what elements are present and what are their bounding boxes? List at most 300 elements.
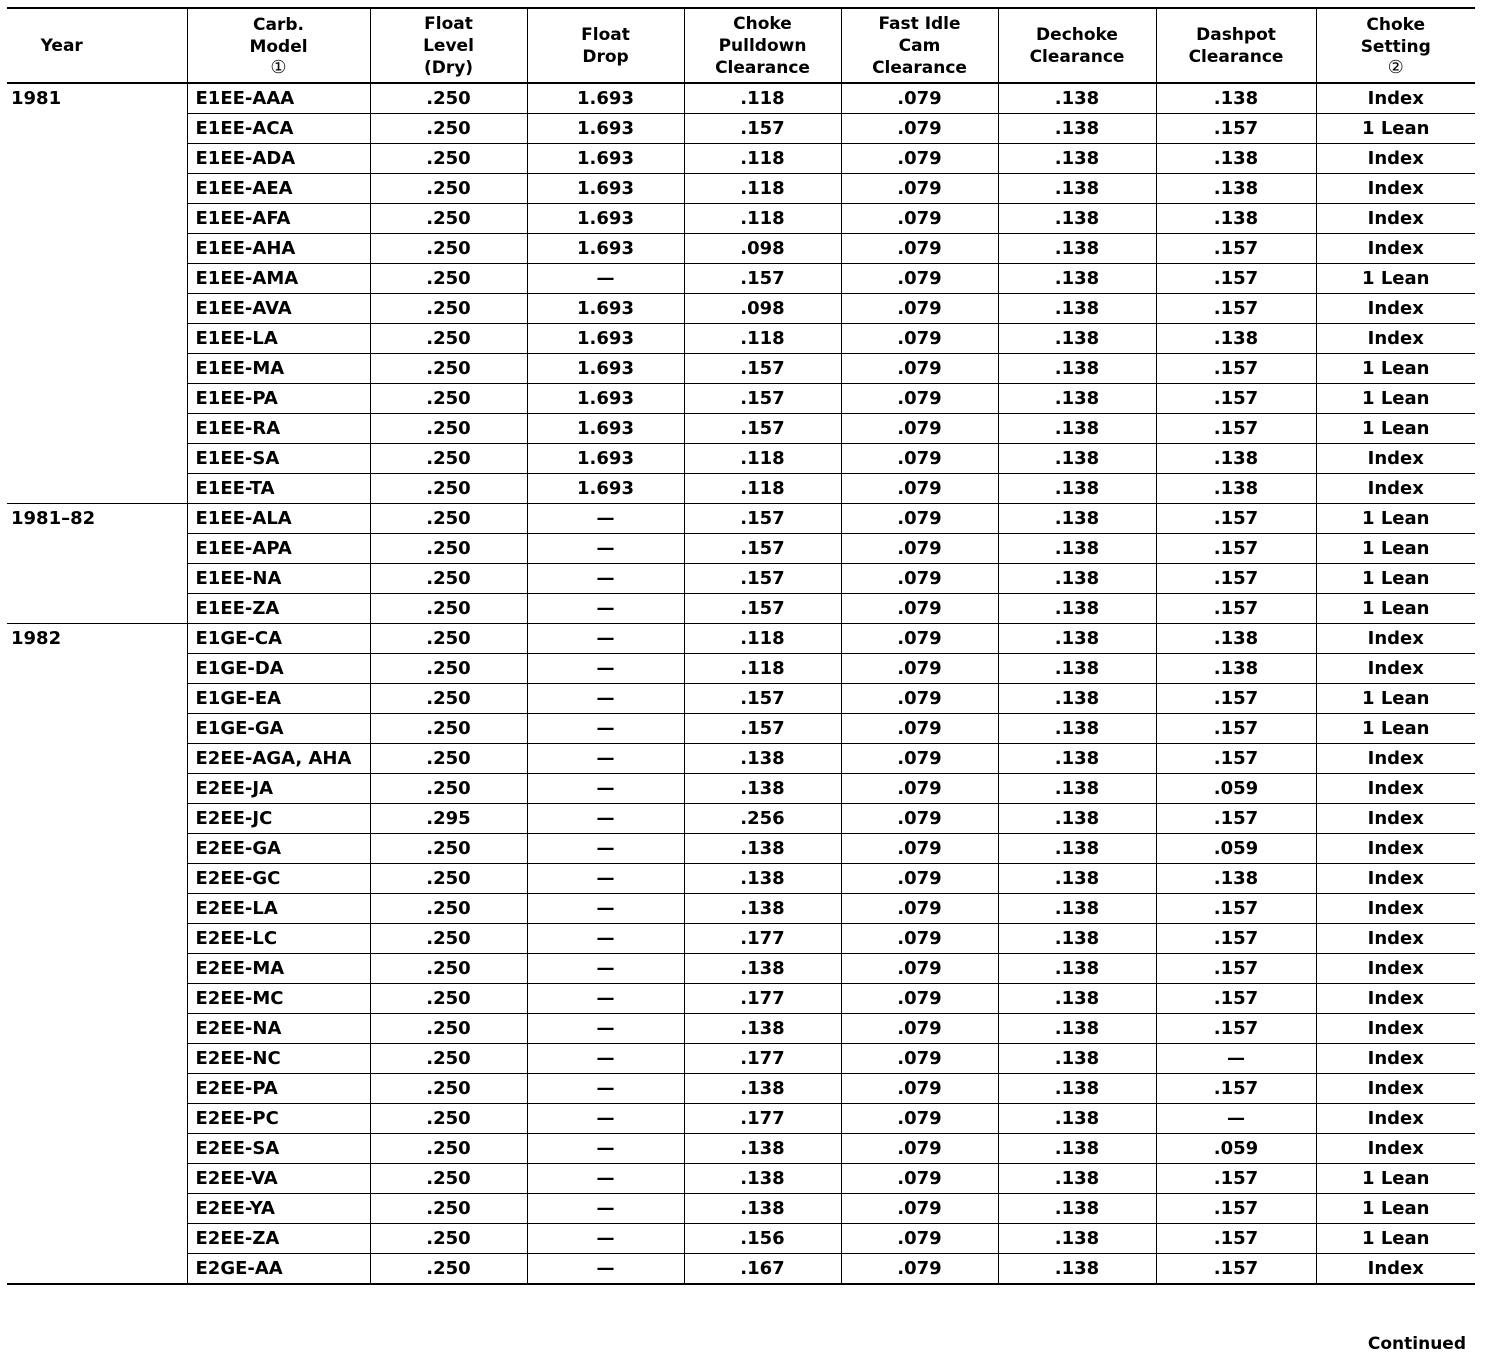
- table-row: [7, 354, 1475, 384]
- fast-idle-cam-cell: .079: [841, 174, 998, 204]
- float-drop-cell: —: [527, 264, 684, 294]
- float-drop-cell: —: [527, 1134, 684, 1164]
- dechoke-cell: .138: [998, 744, 1156, 774]
- fast-idle-cam-cell: .079: [841, 1104, 998, 1134]
- choke-setting-cell: Index: [1316, 804, 1475, 834]
- dechoke-cell: .138: [998, 474, 1156, 504]
- fast-idle-cam-cell: .079: [841, 684, 998, 714]
- dashpot-cell: .157: [1156, 924, 1316, 954]
- carb-model-cell: E1EE-APA: [187, 534, 370, 564]
- choke-pulldown-cell: .157: [684, 354, 841, 384]
- table-row: [7, 204, 1475, 234]
- dechoke-cell: .138: [998, 804, 1156, 834]
- float-drop-cell: —: [527, 864, 684, 894]
- choke-pulldown-cell: .138: [684, 894, 841, 924]
- fast-idle-cam-cell: .079: [841, 924, 998, 954]
- fast-idle-cam-cell: .079: [841, 1074, 998, 1104]
- choke-setting-cell: Index: [1316, 924, 1475, 954]
- carb-model-cell: E1EE-ALA: [187, 504, 370, 534]
- table-row: [7, 894, 1475, 924]
- table-row: [7, 114, 1475, 144]
- year-cell: [7, 684, 187, 714]
- choke-pulldown-cell: .118: [684, 83, 841, 114]
- fast-idle-cam-cell: .079: [841, 1194, 998, 1224]
- choke-setting-cell: 1 Lean: [1316, 564, 1475, 594]
- choke-setting-cell: Index: [1316, 204, 1475, 234]
- year-cell: [7, 1254, 187, 1285]
- table-row: [7, 264, 1475, 294]
- choke-pulldown-cell: .157: [684, 714, 841, 744]
- choke-pulldown-cell: .118: [684, 654, 841, 684]
- choke-setting-cell: 1 Lean: [1316, 534, 1475, 564]
- fast-idle-cam-cell: .079: [841, 864, 998, 894]
- year-cell: [7, 384, 187, 414]
- header-year: Year: [7, 8, 187, 83]
- float-level-cell: .250: [370, 354, 527, 384]
- choke-setting-cell: Index: [1316, 83, 1475, 114]
- carb-model-cell: E2EE-MA: [187, 954, 370, 984]
- dechoke-cell: .138: [998, 594, 1156, 624]
- year-cell: [7, 804, 187, 834]
- dashpot-cell: .157: [1156, 744, 1316, 774]
- float-level-cell: .250: [370, 684, 527, 714]
- dechoke-cell: .138: [998, 654, 1156, 684]
- choke-setting-cell: Index: [1316, 144, 1475, 174]
- year-cell: [7, 354, 187, 384]
- year-cell: [7, 114, 187, 144]
- float-level-cell: .250: [370, 324, 527, 354]
- carb-model-cell: E1EE-AMA: [187, 264, 370, 294]
- float-level-cell: .250: [370, 1164, 527, 1194]
- choke-pulldown-cell: .157: [684, 564, 841, 594]
- year-cell: [7, 294, 187, 324]
- float-level-cell: .250: [370, 984, 527, 1014]
- choke-setting-cell: Index: [1316, 294, 1475, 324]
- carb-model-cell: E1EE-AHA: [187, 234, 370, 264]
- float-level-cell: .250: [370, 414, 527, 444]
- float-level-cell: .250: [370, 1014, 527, 1044]
- dechoke-cell: .138: [998, 864, 1156, 894]
- dechoke-cell: .138: [998, 414, 1156, 444]
- dashpot-cell: .157: [1156, 804, 1316, 834]
- dechoke-cell: .138: [998, 1134, 1156, 1164]
- choke-setting-cell: Index: [1316, 834, 1475, 864]
- choke-pulldown-cell: .157: [684, 534, 841, 564]
- dashpot-cell: —: [1156, 1044, 1316, 1074]
- fast-idle-cam-cell: .079: [841, 114, 998, 144]
- float-level-cell: .250: [370, 1254, 527, 1285]
- dechoke-cell: .138: [998, 1104, 1156, 1134]
- dechoke-cell: .138: [998, 1014, 1156, 1044]
- dashpot-cell: .157: [1156, 504, 1316, 534]
- dechoke-cell: .138: [998, 1254, 1156, 1285]
- table-row: [7, 444, 1475, 474]
- fast-idle-cam-cell: .079: [841, 834, 998, 864]
- carb-model-cell: E2EE-GA: [187, 834, 370, 864]
- year-cell: 1981–82: [7, 504, 187, 534]
- choke-pulldown-cell: .167: [684, 1254, 841, 1285]
- carb-model-cell: E1EE-ADA: [187, 144, 370, 174]
- year-cell: [7, 924, 187, 954]
- choke-pulldown-cell: .157: [684, 264, 841, 294]
- choke-pulldown-cell: .157: [684, 384, 841, 414]
- float-level-cell: .250: [370, 384, 527, 414]
- dechoke-cell: .138: [998, 354, 1156, 384]
- float-drop-cell: 1.693: [527, 234, 684, 264]
- table-row: [7, 384, 1475, 414]
- table-row: [7, 474, 1475, 504]
- fast-idle-cam-cell: .079: [841, 264, 998, 294]
- carb-model-cell: E2EE-PA: [187, 1074, 370, 1104]
- float-level-cell: .250: [370, 1224, 527, 1254]
- dechoke-cell: .138: [998, 324, 1156, 354]
- header-fast-idle-cam: Fast Idle Cam Clearance: [841, 8, 998, 83]
- dashpot-cell: .157: [1156, 354, 1316, 384]
- carb-model-cell: E2EE-AGA, AHA: [187, 744, 370, 774]
- choke-pulldown-cell: .138: [684, 1014, 841, 1044]
- year-cell: [7, 1074, 187, 1104]
- choke-setting-cell: Index: [1316, 174, 1475, 204]
- float-drop-cell: —: [527, 504, 684, 534]
- dashpot-cell: .157: [1156, 114, 1316, 144]
- float-drop-cell: 1.693: [527, 324, 684, 354]
- footnote-2-marker: ②: [1387, 56, 1404, 78]
- float-level-cell: .250: [370, 444, 527, 474]
- float-drop-cell: —: [527, 654, 684, 684]
- carb-model-cell: E1GE-DA: [187, 654, 370, 684]
- float-drop-cell: —: [527, 1194, 684, 1224]
- fast-idle-cam-cell: .079: [841, 894, 998, 924]
- year-cell: [7, 234, 187, 264]
- choke-setting-cell: 1 Lean: [1316, 1164, 1475, 1194]
- header-dechoke-clearance: Dechoke Clearance: [998, 8, 1156, 83]
- table-row: [7, 744, 1475, 774]
- year-cell: [7, 954, 187, 984]
- carb-model-cell: E2EE-JA: [187, 774, 370, 804]
- float-drop-cell: 1.693: [527, 354, 684, 384]
- fast-idle-cam-cell: .079: [841, 714, 998, 744]
- dechoke-cell: .138: [998, 1164, 1156, 1194]
- float-drop-cell: —: [527, 1014, 684, 1044]
- carb-model-cell: E2EE-MC: [187, 984, 370, 1014]
- fast-idle-cam-cell: .079: [841, 954, 998, 984]
- table-row: [7, 1104, 1475, 1134]
- float-level-cell: .250: [370, 714, 527, 744]
- choke-setting-cell: Index: [1316, 744, 1475, 774]
- float-level-cell: .250: [370, 204, 527, 234]
- choke-setting-cell: 1 Lean: [1316, 384, 1475, 414]
- dashpot-cell: .157: [1156, 594, 1316, 624]
- choke-setting-cell: 1 Lean: [1316, 354, 1475, 384]
- dashpot-cell: .157: [1156, 984, 1316, 1014]
- dashpot-cell: .138: [1156, 444, 1316, 474]
- dechoke-cell: .138: [998, 564, 1156, 594]
- choke-pulldown-cell: .098: [684, 294, 841, 324]
- float-drop-cell: 1.693: [527, 114, 684, 144]
- float-level-cell: .250: [370, 1074, 527, 1104]
- choke-setting-cell: 1 Lean: [1316, 264, 1475, 294]
- dechoke-cell: .138: [998, 294, 1156, 324]
- header-choke-setting: Choke Setting ②: [1316, 8, 1475, 83]
- choke-pulldown-cell: .118: [684, 624, 841, 654]
- table-row: [7, 414, 1475, 444]
- year-cell: [7, 984, 187, 1014]
- dashpot-cell: .138: [1156, 654, 1316, 684]
- header-carb-model: Carb. Model ①: [187, 8, 370, 83]
- fast-idle-cam-cell: .079: [841, 324, 998, 354]
- float-level-cell: .250: [370, 83, 527, 114]
- fast-idle-cam-cell: .079: [841, 144, 998, 174]
- year-cell: [7, 1104, 187, 1134]
- year-cell: [7, 774, 187, 804]
- choke-pulldown-cell: .177: [684, 1044, 841, 1074]
- year-cell: [7, 174, 187, 204]
- table-row: [7, 504, 1475, 534]
- fast-idle-cam-cell: .079: [841, 414, 998, 444]
- choke-pulldown-cell: .138: [684, 864, 841, 894]
- dashpot-cell: .059: [1156, 1134, 1316, 1164]
- carb-model-cell: E2EE-NA: [187, 1014, 370, 1044]
- fast-idle-cam-cell: .079: [841, 804, 998, 834]
- dashpot-cell: .157: [1156, 894, 1316, 924]
- float-level-cell: .250: [370, 234, 527, 264]
- year-cell: [7, 1164, 187, 1194]
- choke-setting-cell: Index: [1316, 954, 1475, 984]
- year-cell: [7, 534, 187, 564]
- fast-idle-cam-cell: .079: [841, 504, 998, 534]
- table-row: [7, 804, 1475, 834]
- fast-idle-cam-cell: .079: [841, 354, 998, 384]
- year-cell: [7, 564, 187, 594]
- choke-pulldown-cell: .156: [684, 1224, 841, 1254]
- year-cell: [7, 744, 187, 774]
- choke-pulldown-cell: .118: [684, 144, 841, 174]
- year-cell: [7, 864, 187, 894]
- float-drop-cell: —: [527, 1104, 684, 1134]
- float-drop-cell: —: [527, 894, 684, 924]
- choke-setting-cell: 1 Lean: [1316, 684, 1475, 714]
- dashpot-cell: .157: [1156, 1164, 1316, 1194]
- choke-pulldown-cell: .138: [684, 1164, 841, 1194]
- year-cell: [7, 654, 187, 684]
- year-cell: [7, 834, 187, 864]
- choke-pulldown-cell: .256: [684, 804, 841, 834]
- float-drop-cell: 1.693: [527, 83, 684, 114]
- float-level-cell: .250: [370, 1134, 527, 1164]
- fast-idle-cam-cell: .079: [841, 624, 998, 654]
- carb-model-cell: E1EE-AVA: [187, 294, 370, 324]
- dashpot-cell: .157: [1156, 234, 1316, 264]
- header-float-level: Float Level (Dry): [370, 8, 527, 83]
- carb-model-cell: E1EE-MA: [187, 354, 370, 384]
- table-row: [7, 174, 1475, 204]
- choke-setting-cell: Index: [1316, 1074, 1475, 1104]
- choke-setting-cell: Index: [1316, 1104, 1475, 1134]
- float-level-cell: .250: [370, 954, 527, 984]
- choke-setting-cell: 1 Lean: [1316, 414, 1475, 444]
- fast-idle-cam-cell: .079: [841, 534, 998, 564]
- dechoke-cell: .138: [998, 984, 1156, 1014]
- choke-pulldown-cell: .098: [684, 234, 841, 264]
- carb-model-cell: E1EE-RA: [187, 414, 370, 444]
- dechoke-cell: .138: [998, 384, 1156, 414]
- carb-model-cell: E1GE-EA: [187, 684, 370, 714]
- year-cell: [7, 204, 187, 234]
- dechoke-cell: .138: [998, 504, 1156, 534]
- float-level-cell: .250: [370, 264, 527, 294]
- float-level-cell: .295: [370, 804, 527, 834]
- year-cell: [7, 1194, 187, 1224]
- year-cell: [7, 1014, 187, 1044]
- dashpot-cell: .157: [1156, 294, 1316, 324]
- fast-idle-cam-cell: .079: [841, 384, 998, 414]
- float-level-cell: .250: [370, 144, 527, 174]
- dechoke-cell: .138: [998, 624, 1156, 654]
- table-row: [7, 534, 1475, 564]
- choke-pulldown-cell: .138: [684, 954, 841, 984]
- float-level-cell: .250: [370, 1194, 527, 1224]
- table-row: [7, 1134, 1475, 1164]
- table-body: [7, 83, 1475, 1284]
- choke-setting-cell: 1 Lean: [1316, 1224, 1475, 1254]
- choke-pulldown-cell: .118: [684, 324, 841, 354]
- carb-model-cell: E2EE-ZA: [187, 1224, 370, 1254]
- fast-idle-cam-cell: .079: [841, 984, 998, 1014]
- carb-model-cell: E2EE-SA: [187, 1134, 370, 1164]
- dashpot-cell: —: [1156, 1104, 1316, 1134]
- carb-model-cell: E1EE-NA: [187, 564, 370, 594]
- choke-setting-cell: Index: [1316, 894, 1475, 924]
- dechoke-cell: .138: [998, 114, 1156, 144]
- table-row: [7, 774, 1475, 804]
- float-drop-cell: 1.693: [527, 384, 684, 414]
- table-row: [7, 1254, 1475, 1285]
- year-cell: [7, 414, 187, 444]
- choke-setting-cell: 1 Lean: [1316, 1194, 1475, 1224]
- table-row: [7, 624, 1475, 654]
- float-level-cell: .250: [370, 864, 527, 894]
- table-row: [7, 594, 1475, 624]
- dashpot-cell: .157: [1156, 414, 1316, 444]
- choke-pulldown-cell: .118: [684, 204, 841, 234]
- header-float-drop: Float Drop: [527, 8, 684, 83]
- table-row: [7, 864, 1475, 894]
- carb-model-cell: E1EE-SA: [187, 444, 370, 474]
- choke-setting-cell: 1 Lean: [1316, 504, 1475, 534]
- dechoke-cell: .138: [998, 534, 1156, 564]
- float-drop-cell: —: [527, 564, 684, 594]
- choke-pulldown-cell: .138: [684, 1074, 841, 1104]
- table-row: [7, 1014, 1475, 1044]
- carb-model-cell: E2GE-AA: [187, 1254, 370, 1285]
- year-cell: [7, 1044, 187, 1074]
- dechoke-cell: .138: [998, 83, 1156, 114]
- dechoke-cell: .138: [998, 1194, 1156, 1224]
- year-cell: [7, 264, 187, 294]
- year-cell: [7, 714, 187, 744]
- float-drop-cell: 1.693: [527, 144, 684, 174]
- carb-model-cell: E1EE-ZA: [187, 594, 370, 624]
- dechoke-cell: .138: [998, 1224, 1156, 1254]
- dechoke-cell: .138: [998, 144, 1156, 174]
- float-drop-cell: —: [527, 594, 684, 624]
- fast-idle-cam-cell: .079: [841, 594, 998, 624]
- table-row: [7, 954, 1475, 984]
- float-drop-cell: 1.693: [527, 294, 684, 324]
- fast-idle-cam-cell: .079: [841, 474, 998, 504]
- dechoke-cell: .138: [998, 954, 1156, 984]
- carb-model-cell: E1EE-AEA: [187, 174, 370, 204]
- table-row: [7, 564, 1475, 594]
- table-row: [7, 144, 1475, 174]
- float-drop-cell: —: [527, 804, 684, 834]
- float-drop-cell: 1.693: [527, 204, 684, 234]
- choke-setting-cell: Index: [1316, 1044, 1475, 1074]
- dashpot-cell: .157: [1156, 1254, 1316, 1285]
- carb-model-cell: E2EE-NC: [187, 1044, 370, 1074]
- float-drop-cell: —: [527, 834, 684, 864]
- float-drop-cell: —: [527, 984, 684, 1014]
- choke-setting-cell: Index: [1316, 1134, 1475, 1164]
- carb-model-cell: E1EE-AAA: [187, 83, 370, 114]
- choke-setting-cell: Index: [1316, 324, 1475, 354]
- float-drop-cell: —: [527, 534, 684, 564]
- dashpot-cell: .157: [1156, 1224, 1316, 1254]
- carb-model-cell: E2EE-LA: [187, 894, 370, 924]
- table-row: [7, 294, 1475, 324]
- choke-pulldown-cell: .118: [684, 474, 841, 504]
- choke-setting-cell: 1 Lean: [1316, 114, 1475, 144]
- float-drop-cell: —: [527, 684, 684, 714]
- dechoke-cell: .138: [998, 1044, 1156, 1074]
- year-cell: [7, 1134, 187, 1164]
- dechoke-cell: .138: [998, 714, 1156, 744]
- dashpot-cell: .138: [1156, 624, 1316, 654]
- footnote-1-marker: ①: [270, 56, 287, 78]
- table-row: [7, 234, 1475, 264]
- dechoke-cell: .138: [998, 684, 1156, 714]
- table-row: [7, 684, 1475, 714]
- choke-pulldown-cell: .138: [684, 834, 841, 864]
- carb-model-cell: E1EE-LA: [187, 324, 370, 354]
- float-drop-cell: —: [527, 1164, 684, 1194]
- choke-setting-cell: Index: [1316, 984, 1475, 1014]
- choke-pulldown-cell: .138: [684, 774, 841, 804]
- dashpot-cell: .138: [1156, 864, 1316, 894]
- choke-setting-cell: Index: [1316, 1254, 1475, 1285]
- carb-model-cell: E2EE-PC: [187, 1104, 370, 1134]
- float-level-cell: .250: [370, 474, 527, 504]
- year-cell: 1982: [7, 624, 187, 654]
- fast-idle-cam-cell: .079: [841, 234, 998, 264]
- dashpot-cell: .157: [1156, 1194, 1316, 1224]
- year-cell: [7, 444, 187, 474]
- dashpot-cell: .157: [1156, 1014, 1316, 1044]
- float-drop-cell: 1.693: [527, 474, 684, 504]
- choke-pulldown-cell: .138: [684, 1194, 841, 1224]
- table-row: [7, 984, 1475, 1014]
- choke-pulldown-cell: .157: [684, 114, 841, 144]
- table-row: [7, 1224, 1475, 1254]
- dashpot-cell: .138: [1156, 83, 1316, 114]
- dashpot-cell: .138: [1156, 324, 1316, 354]
- carb-model-cell: E2EE-GC: [187, 864, 370, 894]
- choke-pulldown-cell: .177: [684, 924, 841, 954]
- carb-model-cell: E1EE-AFA: [187, 204, 370, 234]
- choke-setting-cell: Index: [1316, 774, 1475, 804]
- choke-pulldown-cell: .157: [684, 504, 841, 534]
- choke-setting-cell: Index: [1316, 654, 1475, 684]
